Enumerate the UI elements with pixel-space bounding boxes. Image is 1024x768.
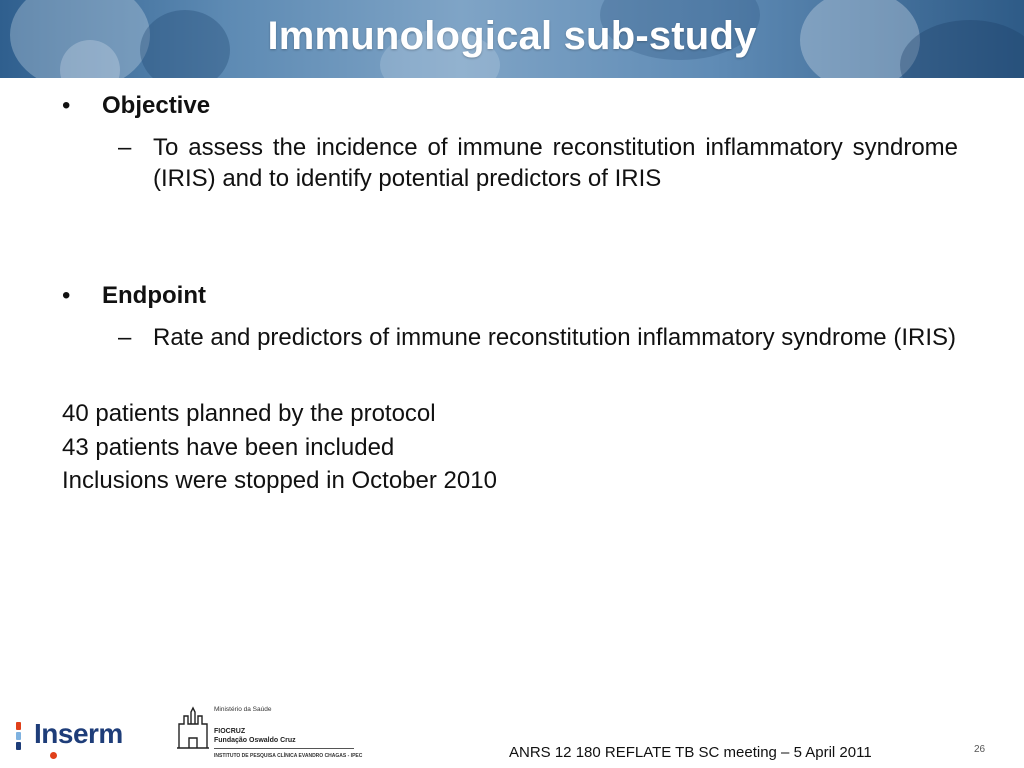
castle-icon (176, 706, 210, 750)
note-line: 40 patients planned by the protocol (62, 400, 436, 427)
bullet-label: Objective (102, 92, 211, 119)
bullet-objective (62, 90, 958, 122)
divider (214, 748, 354, 749)
page-number: 26 (974, 744, 986, 755)
ministry-label: Ministério da Saúde (214, 706, 272, 713)
dash-icon: – (118, 324, 132, 351)
notes-block (62, 397, 958, 498)
inserm-logo-text: Inserm (34, 718, 123, 749)
bar-shape (16, 732, 21, 740)
fiocruz-name: FIOCRUZ (214, 728, 246, 735)
note-line: Inclusions were stopped in October 2010 (62, 467, 497, 494)
header-banner (0, 0, 1024, 78)
bar-shape (16, 722, 21, 730)
fiocruz-fullname: Fundação Oswaldo Cruz (214, 737, 296, 744)
slide-title: Immunological sub-study (267, 14, 757, 58)
note-line: 43 patients have been included (62, 433, 395, 461)
bullet-endpoint (62, 280, 958, 312)
meeting-footer: ANRS 12 180 REFLATE TB SC meeting – 5 April 2011 (509, 744, 872, 761)
bar-shape (16, 742, 21, 750)
sub-bullet-text: Rate and predictors of immune reconstitution inflammatory syndrome (IRIS) (153, 324, 956, 351)
sub-bullet-endpoint (118, 322, 958, 353)
inserm-logo (16, 716, 146, 756)
institute-label: INSTITUTO DE PESQUISA CLÍNICA EVANDRO CHAGAS - IPEC (214, 753, 363, 759)
inserm-bars-icon (16, 722, 30, 752)
sub-bullet-objective (118, 132, 958, 194)
bullet-icon: • (62, 92, 71, 119)
slide-content (62, 90, 958, 498)
bullet-icon: • (62, 282, 71, 309)
bullet-label: Endpoint (102, 282, 206, 309)
sub-bullet-text: To assess the incidence of immune reconstitution inflammatory syndrome (IRIS) and to identify potential predictors of IRIS (153, 134, 958, 192)
dash-icon: – (118, 134, 132, 161)
inserm-dot-icon (50, 752, 57, 759)
fiocruz-logo (176, 704, 366, 764)
